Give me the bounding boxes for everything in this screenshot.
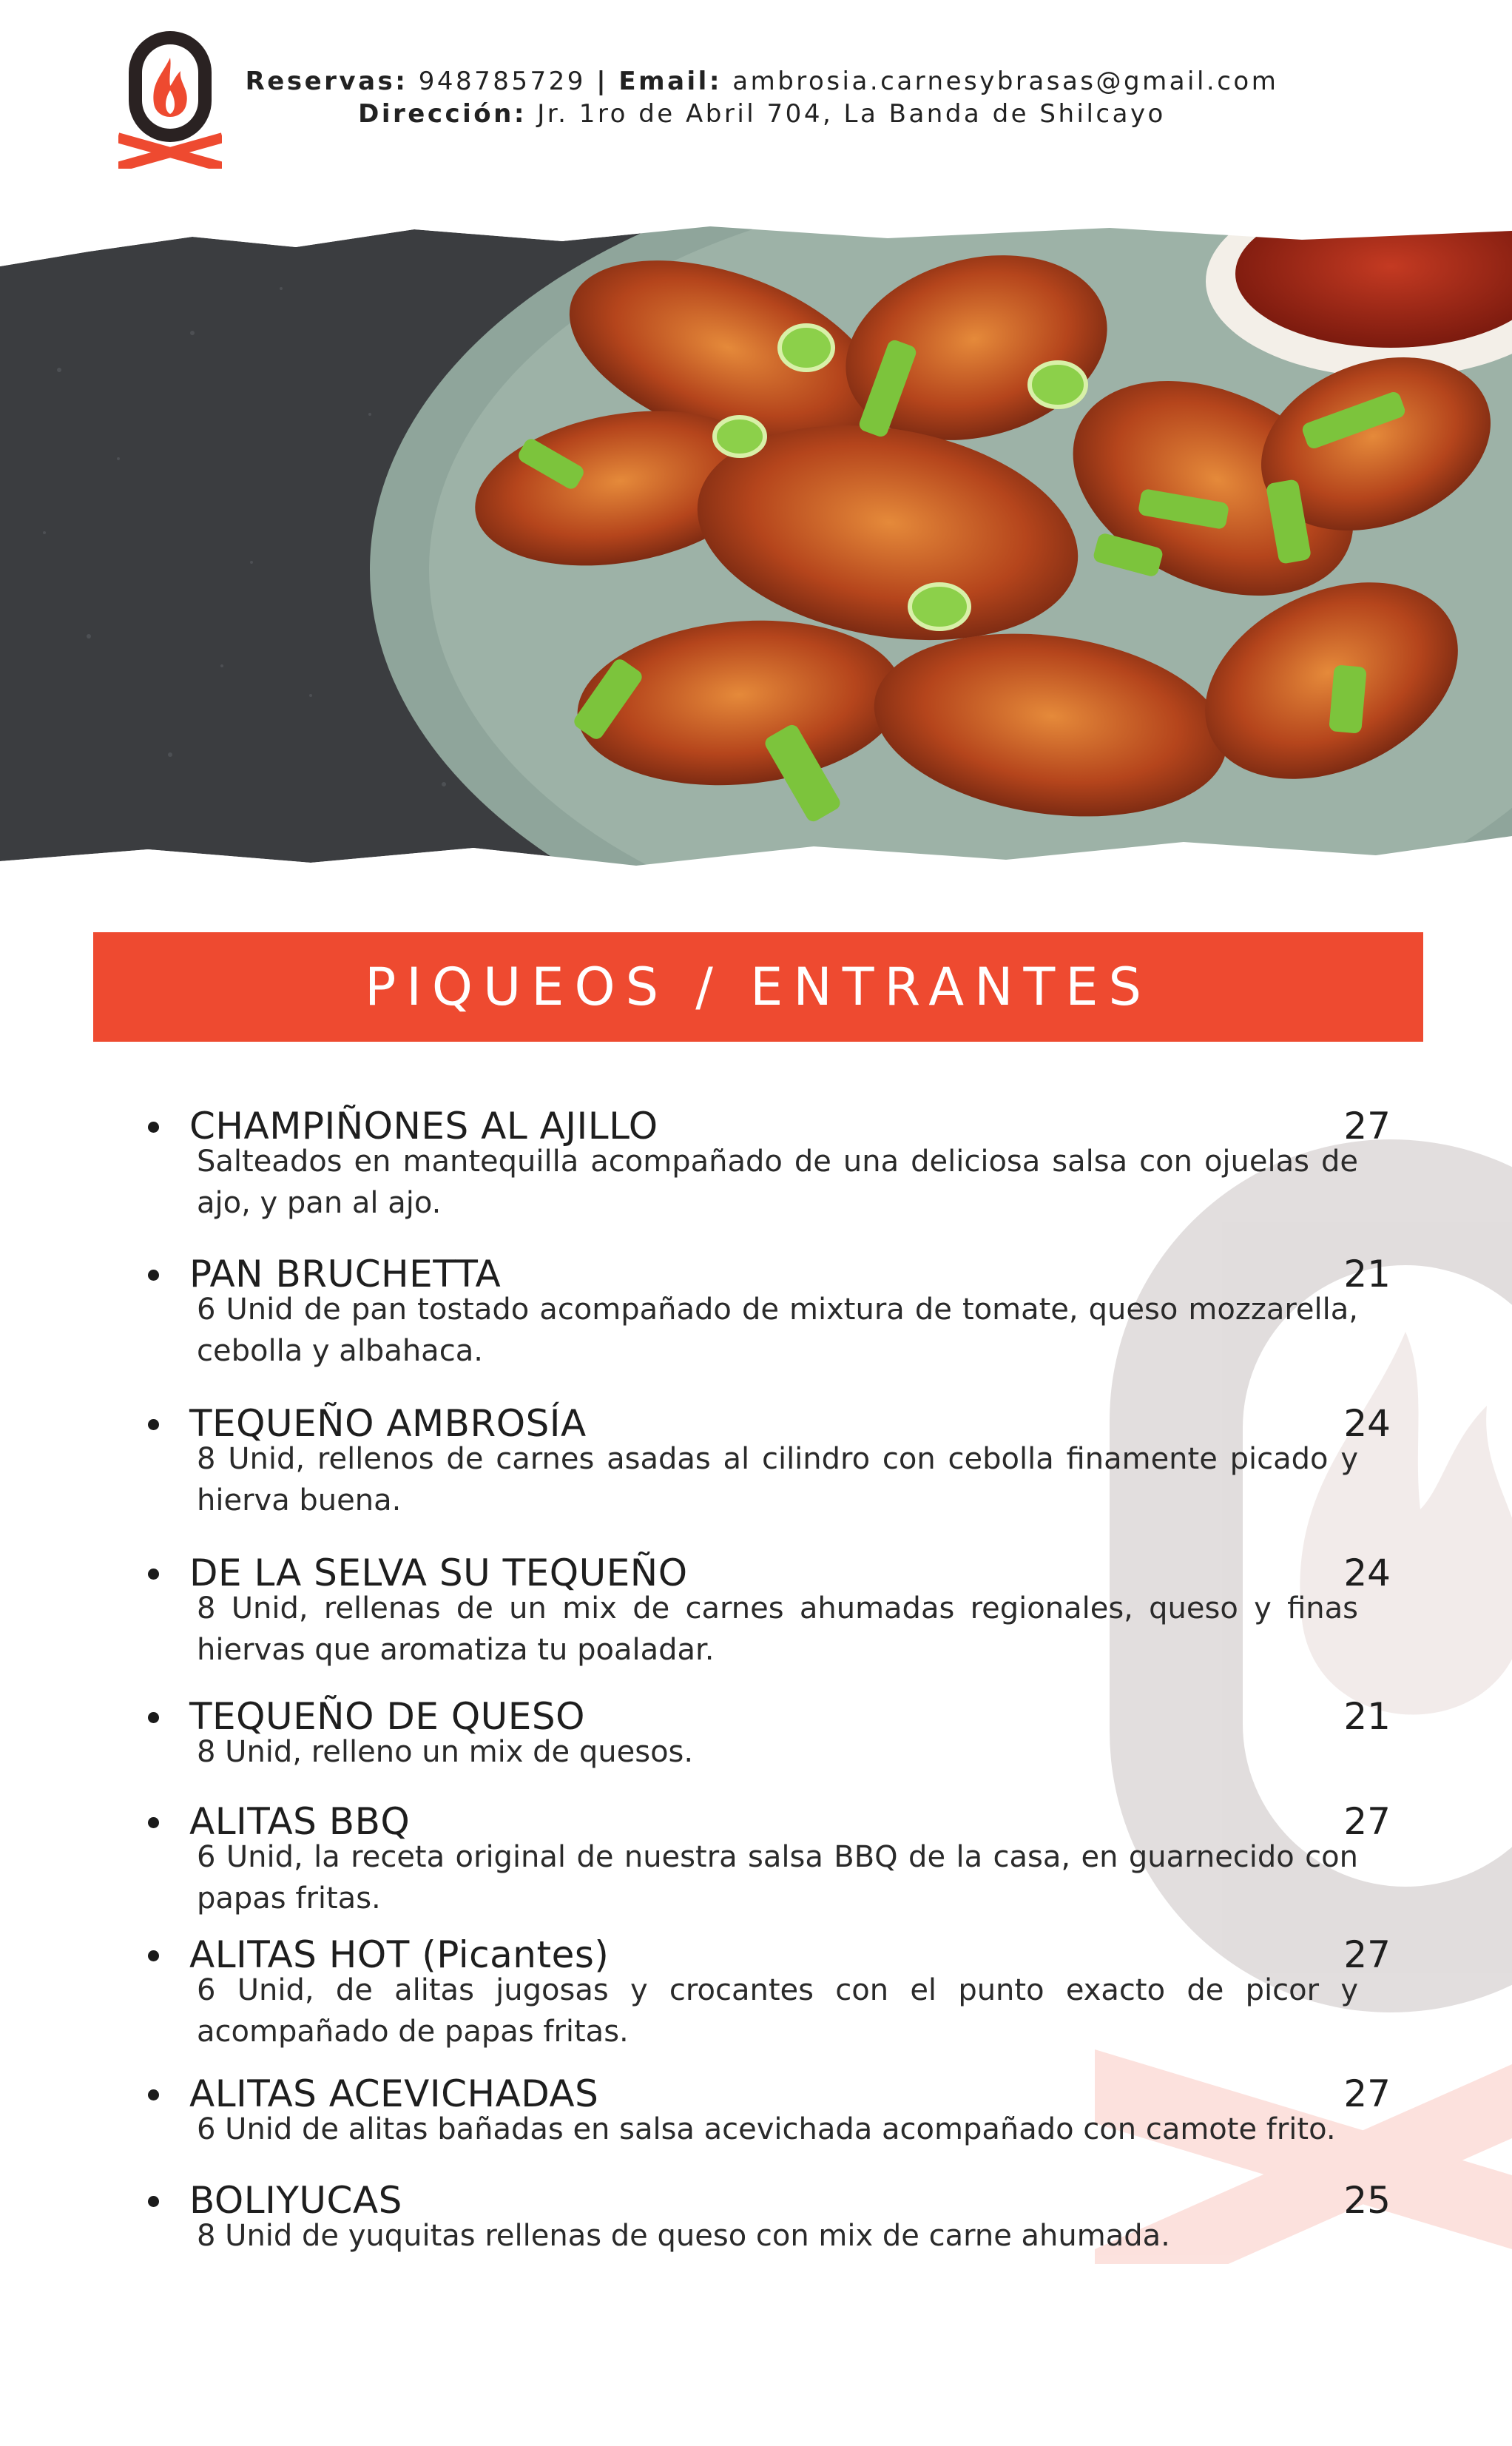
item-description: 8 Unid, rellenas de un mix de carnes ahumadas regionales, queso y finas hiervas que aromatiza tu poaladar. <box>197 1591 1358 1667</box>
item-description: 8 Unid, rellenos de carnes asadas al cilindro con cebolla finamente picado y hierva buena. <box>197 1442 1358 1517</box>
section-title: PIQUEOS / ENTRANTES <box>365 957 1152 1017</box>
bullet-icon <box>148 1569 159 1580</box>
item-price: 27 <box>1343 1800 1391 1843</box>
item-name: PAN BRUCHETTA <box>189 1253 502 1296</box>
item-name: DE LA SELVA SU TEQUEÑO <box>189 1552 688 1594</box>
item-price: 21 <box>1343 1695 1391 1738</box>
bullet-icon <box>148 2089 159 2100</box>
bullet-icon <box>148 1419 159 1430</box>
bullet-icon <box>148 1817 159 1828</box>
reservas-phone[interactable]: 948785729 <box>418 67 586 96</box>
item-name: TEQUEÑO AMBROSÍA <box>189 1402 587 1445</box>
item-description: 8 Unid, relleno un mix de quesos. <box>197 1735 694 1769</box>
item-price: 21 <box>1343 1253 1391 1296</box>
separator: | <box>596 67 609 96</box>
bullet-icon <box>148 2196 159 2207</box>
email-address[interactable]: ambrosia.carnesybrasas@gmail.com <box>732 67 1279 96</box>
bullet-icon <box>148 1950 159 1961</box>
item-description: 6 Unid, de alitas jugosas y crocantes con el punto exacto de picor y acompañado de papas fritas. <box>197 1973 1358 2049</box>
item-name: CHAMPIÑONES AL AJILLO <box>189 1105 658 1148</box>
reservas-label: Reservas: <box>245 67 408 96</box>
item-price: 25 <box>1343 2179 1391 2222</box>
item-price: 27 <box>1343 2072 1391 2115</box>
item-description: 6 Unid de alitas bañadas en salsa acevichada acompañado con camote frito. <box>197 2112 1336 2146</box>
item-name: ALITAS HOT (Picantes) <box>189 1933 610 1976</box>
item-price: 24 <box>1343 1402 1391 1445</box>
item-description: 8 Unid de yuquitas rellenas de queso con mix de carne ahumada. <box>197 2219 1170 2253</box>
item-name: TEQUEÑO DE QUESO <box>189 1695 585 1738</box>
item-name: BOLIYUCAS <box>189 2179 402 2222</box>
bullet-icon <box>148 1122 159 1133</box>
bullet-icon <box>148 1712 159 1723</box>
item-description: 6 Unid de pan tostado acompañado de mixtura de tomate, queso mozzarella, cebolla y albahaca. <box>197 1293 1358 1368</box>
item-name: ALITAS ACEVICHADAS <box>189 2072 599 2115</box>
direccion-label: Dirección: <box>358 99 527 129</box>
item-price: 24 <box>1343 1552 1391 1594</box>
item-price: 27 <box>1343 1933 1391 1976</box>
item-name: ALITAS BBQ <box>189 1800 411 1843</box>
email-label: Email: <box>618 67 722 96</box>
bullet-icon <box>148 1270 159 1281</box>
item-description: 6 Unid, la receta original de nuestra salsa BBQ de la casa, en guarnecido con papas fritas. <box>197 1840 1358 1916</box>
direccion-value: Jr. 1ro de Abril 704, La Banda de Shilcayo <box>537 99 1166 129</box>
item-price: 27 <box>1343 1105 1391 1148</box>
item-description: Salteados en mantequilla acompañado de una deliciosa salsa con ojuelas de ajo, y pan al ajo. <box>197 1145 1358 1220</box>
